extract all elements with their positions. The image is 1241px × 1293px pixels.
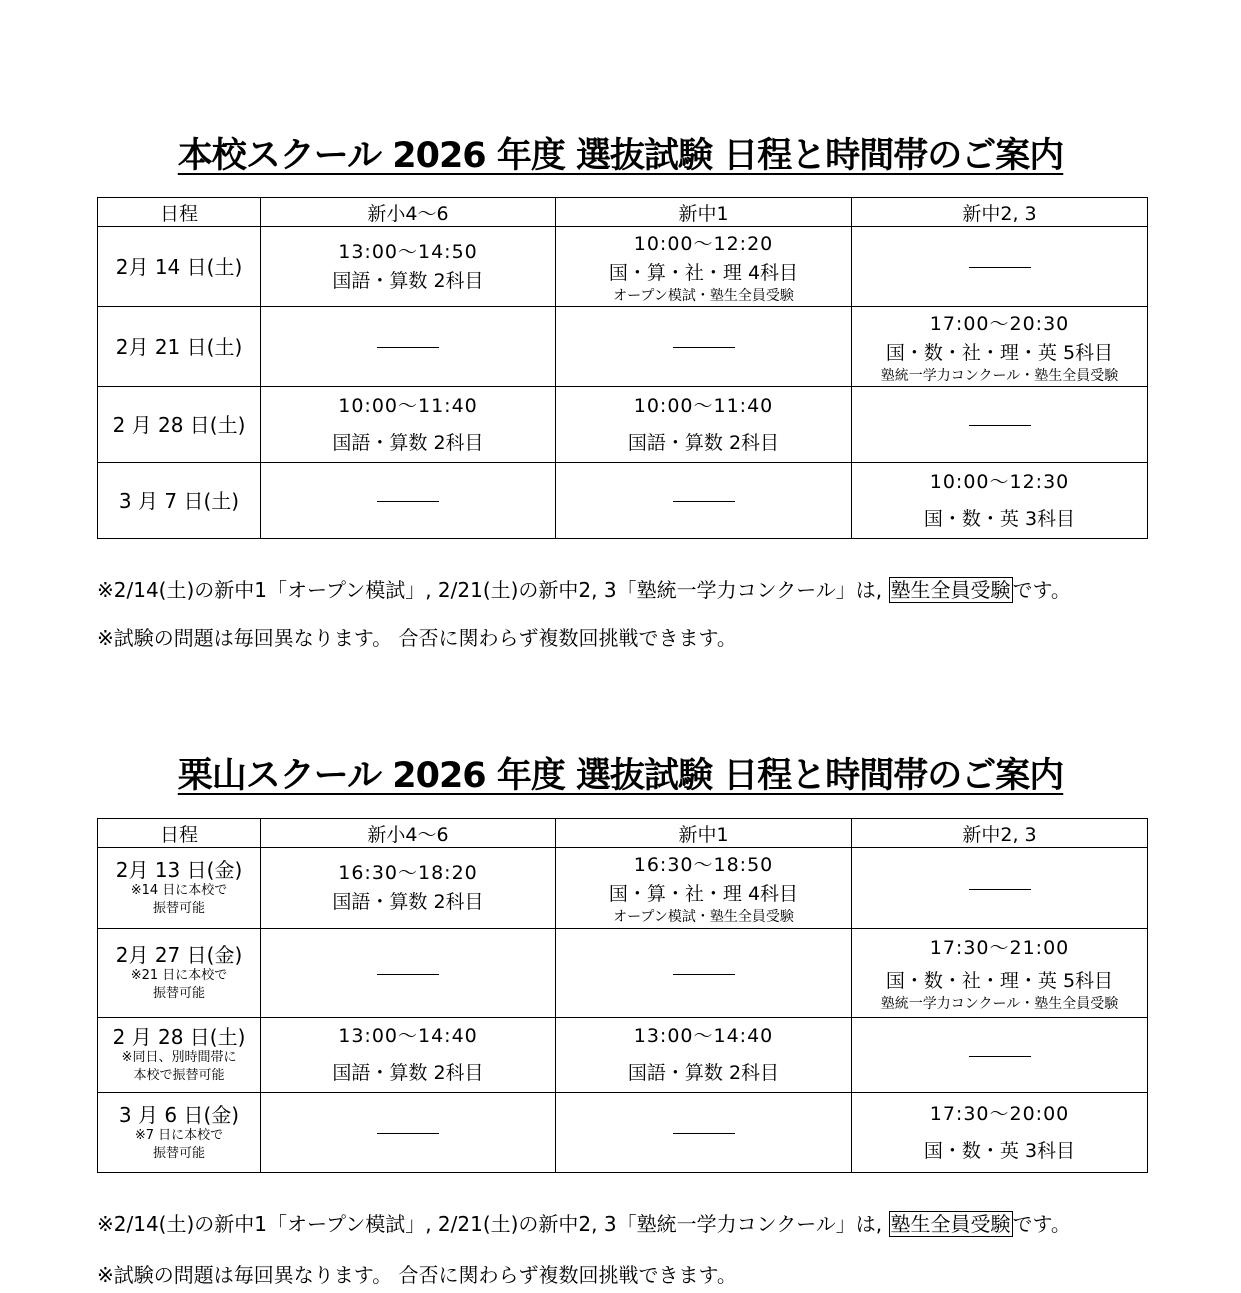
time-text: 13:00〜14:40 (633, 1025, 774, 1047)
empty-slot-cell (556, 929, 852, 1018)
slot-cell (852, 929, 1148, 1018)
table-row (98, 307, 1148, 387)
slot-cell (852, 307, 1148, 387)
header-jh23: 新中2, 3 (852, 198, 1148, 227)
subject-text: 国語・算数 2科目 (332, 1062, 484, 1084)
empty-slot-cell (261, 463, 556, 539)
footnote-text: ※2/14(土)の新中1「オープン模試」, 2/21(土)の新中2, 3「塾統一学力コンクール」は, (97, 1212, 889, 1236)
kuriyama-footnote-2: ※試験の問題は毎回異なります。 合否に関わらず複数回挑戦できます。 (97, 1263, 737, 1287)
no-exam-dash (969, 889, 1031, 890)
time-text: 17:30〜20:00 (929, 1102, 1070, 1125)
subject-text: 国・算・社・理 4科目 (608, 883, 799, 905)
transfer-note: 振替可能 (152, 1145, 205, 1161)
honko-footnote-1 (97, 574, 1071, 603)
no-exam-dash (377, 347, 439, 348)
no-exam-dash (673, 501, 735, 502)
time-text: 10:00〜12:30 (929, 470, 1070, 493)
slot-cell (261, 227, 556, 307)
transfer-note: ※14 日に本校で (130, 883, 228, 898)
slot-cell (556, 227, 852, 307)
subject-text: 国語・算数 2科目 (332, 269, 484, 292)
date-text: 2月 27 日(金) (115, 943, 243, 967)
slot-cell (556, 848, 852, 929)
honko-footnote-2: ※試験の問題は毎回異なります。 合否に関わらず複数回挑戦できます。 (97, 626, 737, 650)
table-row (98, 929, 1148, 1018)
slot-cell (261, 1018, 556, 1093)
no-exam-dash (377, 974, 439, 975)
kuriyama-footnote-1 (97, 1208, 1071, 1237)
table-header-row (98, 819, 1148, 848)
subject-text: 国語・算数 2科目 (627, 1062, 780, 1084)
transfer-note: ※7 日に本校で (134, 1127, 224, 1143)
empty-slot-cell (852, 387, 1148, 463)
header-jh1: 新中1 (556, 198, 852, 227)
slot-cell (556, 1018, 852, 1093)
table-header-row (98, 198, 1148, 227)
header-date: 日程 (98, 819, 261, 848)
footnote-text: ※2/14(土)の新中1「オープン模試」, 2/21(土)の新中2, 3「塾統一学力コンクール」は, (97, 578, 889, 602)
time-text: 17:00〜20:30 (929, 312, 1070, 335)
exam-note: 塾統一学力コンクール・塾生全員受験 (880, 996, 1119, 1012)
footnote-text-end: です。 (1012, 578, 1071, 602)
exam-note: オープン模試・塾生全員受験 (613, 909, 794, 925)
header-jh1: 新中1 (556, 819, 852, 848)
table-row (98, 1018, 1148, 1093)
table-row (98, 463, 1148, 539)
kuriyama-schedule-table (97, 818, 1148, 1173)
table-row (98, 1093, 1148, 1173)
date-cell (98, 1093, 261, 1173)
header-elementary: 新小4〜6 (261, 819, 556, 848)
transfer-note: 振替可能 (152, 986, 205, 1001)
empty-slot-cell (852, 848, 1148, 929)
no-exam-dash (969, 425, 1031, 426)
empty-slot-cell (261, 1093, 556, 1173)
no-exam-dash (673, 1133, 735, 1134)
empty-slot-cell (852, 1018, 1148, 1093)
kuriyama-title-text: 栗山スクール 2026 年度 選抜試験 日程と時間帯のご案内 (177, 756, 1064, 796)
date-cell (98, 929, 261, 1018)
time-text: 16:30〜18:20 (338, 862, 478, 884)
slot-cell (261, 848, 556, 929)
no-exam-dash (377, 501, 439, 502)
empty-slot-cell (261, 307, 556, 387)
no-exam-dash (673, 347, 735, 348)
date-text: 3 月 6 日(金) (118, 1102, 240, 1127)
empty-slot-cell (852, 227, 1148, 307)
transfer-note: 振替可能 (152, 901, 205, 916)
subject-text: 国語・算数 2科目 (627, 431, 780, 454)
slot-cell (556, 387, 852, 463)
date-cell (98, 227, 261, 307)
date-text: 2 月 28 日(土) (112, 412, 246, 437)
empty-slot-cell (556, 463, 852, 539)
no-exam-dash (969, 1056, 1031, 1057)
subject-text: 国・数・社・理・英 5科目 (885, 341, 1114, 364)
date-text: 2月 14 日(土) (115, 254, 243, 279)
time-text: 17:30〜21:00 (929, 937, 1070, 959)
time-text: 10:00〜12:20 (633, 232, 774, 255)
time-text: 10:00〜11:40 (633, 394, 774, 417)
table-row (98, 227, 1148, 307)
kuriyama-title (0, 748, 1241, 798)
time-text: 16:30〜18:50 (633, 854, 774, 876)
date-text: 2 月 28 日(土) (112, 1025, 246, 1049)
date-text: 3 月 7 日(土) (118, 488, 240, 513)
date-cell (98, 1018, 261, 1093)
date-cell (98, 463, 261, 539)
empty-slot-cell (261, 929, 556, 1018)
subject-text: 国・数・英 3科目 (923, 1139, 1076, 1162)
transfer-note: ※同日、別時間帯に (121, 1050, 237, 1065)
boxed-emphasis: 塾生全員受験 (890, 578, 1011, 602)
subject-text: 国語・算数 2科目 (332, 431, 484, 454)
transfer-note: 本校で振替可能 (133, 1068, 225, 1083)
date-text: 2月 13 日(金) (115, 858, 243, 882)
subject-text: 国・数・英 3科目 (923, 507, 1076, 530)
no-exam-dash (969, 267, 1031, 268)
empty-slot-cell (556, 307, 852, 387)
time-text: 13:00〜14:50 (338, 240, 478, 263)
honko-schedule-table (97, 197, 1148, 539)
date-text: 2月 21 日(土) (115, 334, 243, 359)
boxed-emphasis: 塾生全員受験 (890, 1212, 1011, 1236)
transfer-note: ※21 日に本校で (130, 968, 228, 983)
exam-note: 塾統一学力コンクール・塾生全員受験 (880, 367, 1119, 384)
exam-note: オープン模試・塾生全員受験 (613, 287, 794, 304)
table-row (98, 387, 1148, 463)
subject-text: 国・数・社・理・英 5科目 (885, 970, 1114, 992)
subject-text: 国語・算数 2科目 (332, 891, 484, 913)
slot-cell (852, 1093, 1148, 1173)
empty-slot-cell (556, 1093, 852, 1173)
subject-text: 国・算・社・理 4科目 (608, 261, 799, 284)
date-cell (98, 387, 261, 463)
time-text: 10:00〜11:40 (338, 394, 478, 417)
honko-title-text: 本校スクール 2026 年度 選抜試験 日程と時間帯のご案内 (177, 136, 1064, 176)
honko-title (0, 128, 1241, 178)
slot-cell (261, 387, 556, 463)
no-exam-dash (673, 974, 735, 975)
header-elementary: 新小4〜6 (261, 198, 556, 227)
date-cell (98, 848, 261, 929)
header-jh23: 新中2, 3 (852, 819, 1148, 848)
footnote-text-end: です。 (1012, 1212, 1071, 1236)
slot-cell (852, 463, 1148, 539)
no-exam-dash (377, 1133, 439, 1134)
date-cell (98, 307, 261, 387)
table-row (98, 848, 1148, 929)
header-date: 日程 (98, 198, 261, 227)
time-text: 13:00〜14:40 (338, 1025, 478, 1047)
